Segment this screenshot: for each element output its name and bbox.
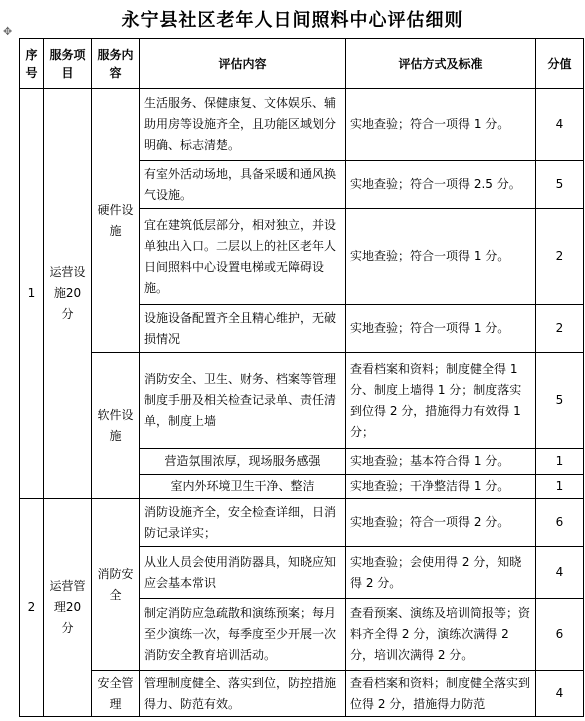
eval-content-cell: 消防设施齐全，安全检查详细，日消防记录详实； (140, 499, 346, 547)
table-row (20, 353, 584, 449)
eval-content-cell: 管理制度健全、落实到位，防控措施得力、防范有效。 (140, 671, 346, 717)
score-cell: 2 (536, 209, 584, 305)
eval-method-cell: 实地查验；符合一项得 1 分。 (346, 89, 536, 161)
score-cell: 1 (536, 475, 584, 499)
evaluation-table (19, 38, 584, 717)
eval-method-cell: 实地查验；符合一项得 2 分。 (346, 499, 536, 547)
eval-content-cell: 从业人员会使用消防器具，知晓应知应会基本常识 (140, 547, 346, 599)
table-move-handle-icon[interactable]: ✥ (3, 25, 13, 38)
eval-content-cell: 生活服务、保健康复、文体娱乐、辅助用房等设施齐全，且功能区域划分明确、标志清楚。 (140, 89, 346, 161)
score-cell: 5 (536, 161, 584, 209)
eval-content-cell: 营造氛围浓厚，现场服务感强 (140, 449, 346, 475)
eval-content-cell: 室内外环境卫生干净、整洁 (140, 475, 346, 499)
eval-method-cell: 实地查验；符合一项得 2.5 分。 (346, 161, 536, 209)
score-cell: 4 (536, 671, 584, 717)
service-content: 软件设施 (92, 353, 140, 499)
eval-method-cell: 实地查验；会使用得 2 分，知晓得 2 分。 (346, 547, 536, 599)
section-no: 2 (20, 499, 44, 717)
eval-content-cell: 有室外活动场地，具备采暖和通风换气设施。 (140, 161, 346, 209)
service-content: 安全管理 (92, 671, 140, 717)
header-eval-content: 评估内容 (140, 39, 346, 89)
section-no: 1 (20, 89, 44, 499)
eval-method-cell: 实地查验；符合一项得 1 分。 (346, 209, 536, 305)
score-cell: 4 (536, 547, 584, 599)
section-item: 运营设施20分 (44, 89, 92, 499)
service-content: 硬件设施 (92, 89, 140, 353)
header-no: 序号 (20, 39, 44, 89)
score-cell: 6 (536, 499, 584, 547)
page-title: 永宁县社区老年人日间照料中心评估细则 (121, 10, 464, 31)
table-row (20, 499, 584, 547)
eval-content-cell: 制定消防应急疏散和演练预案；每月至少演练一次，每季度至少开展一次消防安全教育培训活动。 (140, 599, 346, 671)
eval-method-cell: 实地查验；基本符合得 1 分。 (346, 449, 536, 475)
eval-content-cell: 宜在建筑低层部分，相对独立，并设单独出入口。二层以上的社区老年人日间照料中心设置电梯或无障碍设施。 (140, 209, 346, 305)
header-score: 分值 (536, 39, 584, 89)
header-content: 服务内容 (92, 39, 140, 89)
table-row (20, 89, 584, 161)
eval-content-cell: 设施设备配置齐全且精心维护，无破损情况 (140, 305, 346, 353)
service-content: 消防安全 (92, 499, 140, 671)
eval-method-cell: 查看档案和资料；制度健全落实到位得 2 分，措施得力防范 (346, 671, 536, 717)
table-row (20, 671, 584, 717)
eval-method-cell: 实地查验；符合一项得 1 分。 (346, 305, 536, 353)
eval-method-cell: 查看档案和资料；制度健全得 1 分、制度上墙得 1 分；制度落实到位得 2 分，措施得力有效得 1 分； (346, 353, 536, 449)
table-header-row (20, 39, 584, 89)
section-item: 运营管理20分 (44, 499, 92, 717)
header-item: 服务项目 (44, 39, 92, 89)
score-cell: 4 (536, 89, 584, 161)
eval-method-cell: 实地查验；干净整洁得 1 分。 (346, 475, 536, 499)
score-cell: 1 (536, 449, 584, 475)
header-eval-method: 评估方式及标准 (346, 39, 536, 89)
score-cell: 5 (536, 353, 584, 449)
eval-content-cell: 消防安全、卫生、财务、档案等管理制度手册及相关检查记录单、责任清单，制度上墙 (140, 353, 346, 449)
eval-method-cell: 查看预案、演练及培训简报等；资料齐全得 2 分，演练次满得 2 分，培训次满得 2 分。 (346, 599, 536, 671)
score-cell: 6 (536, 599, 584, 671)
score-cell: 2 (536, 305, 584, 353)
